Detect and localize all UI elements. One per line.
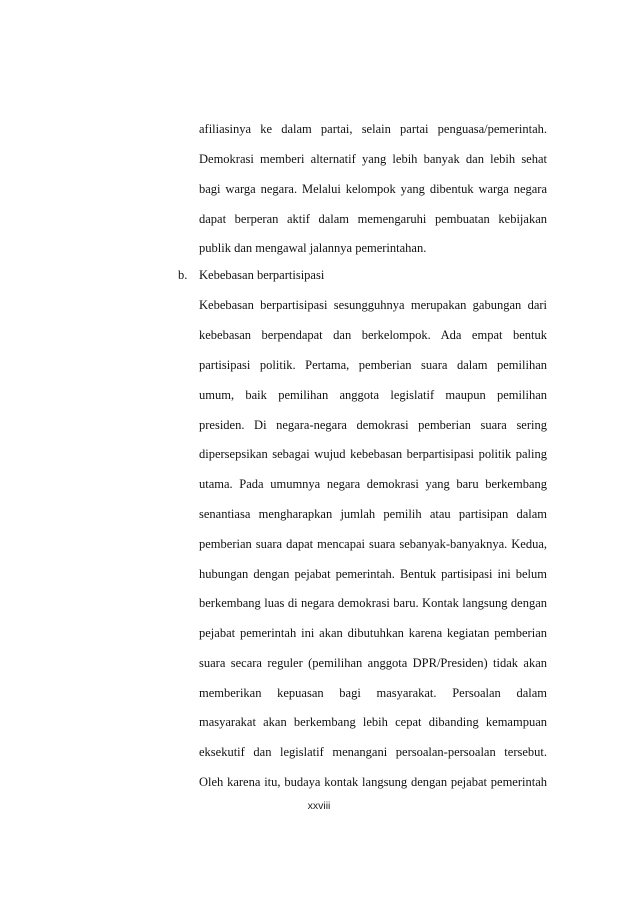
- paragraph-line: umum, baik pemilihan anggota legislatif maupun pemilihan: [199, 388, 547, 402]
- paragraph-line: Demokrasi memberi alternatif yang lebih banyak dan lebih sehat: [199, 152, 547, 166]
- paragraph-line: suara secara reguler (pemilihan anggota DPR/Presiden) tidak akan: [199, 656, 547, 670]
- paragraph-line: dipersepsikan sebagai wujud kebebasan berpartisipasi politik paling: [199, 447, 547, 461]
- list-marker: b.: [178, 268, 188, 282]
- paragraph-line: pejabat pemerintah ini akan dibutuhkan karena kegiatan pemberian: [199, 626, 547, 640]
- paragraph-line: partisipasi politik. Pertama, pemberian suara dalam pemilihan: [199, 358, 547, 372]
- paragraph-line: masyarakat akan berkembang lebih cepat dibanding kemampuan: [199, 715, 547, 729]
- page-number: xxviii: [307, 800, 331, 812]
- paragraph-line: Oleh karena itu, budaya kontak langsung dengan pejabat pemerintah: [199, 775, 547, 789]
- section-heading: Kebebasan berpartisipasi: [199, 268, 325, 282]
- paragraph-line: hubungan dengan pejabat pemerintah. Bentuk partisipasi ini belum: [199, 567, 547, 581]
- paragraph-line: memberikan kepuasan bagi masyarakat. Persoalan dalam: [199, 686, 547, 700]
- paragraph-line: presiden. Di negara-negara demokrasi pemberian suara sering: [199, 418, 547, 432]
- paragraph-line: Kebebasan berpartisipasi sesungguhnya merupakan gabungan dari: [199, 298, 547, 312]
- paragraph-line: bagi warga negara. Melalui kelompok yang dibentuk warga negara: [199, 182, 547, 196]
- paragraph-line: dapat berperan aktif dalam memengaruhi pembuatan kebijakan: [199, 212, 547, 226]
- paragraph-line: pemberian suara dapat mencapai suara sebanyak-banyaknya. Kedua,: [199, 537, 547, 551]
- paragraph-line: afiliasinya ke dalam partai, selain partai penguasa/pemerintah.: [199, 122, 547, 136]
- paragraph-line: berkembang luas di negara demokrasi baru. Kontak langsung dengan: [199, 596, 547, 610]
- paragraph-line: publik dan mengawal jalannya pemerintahan.: [199, 241, 427, 255]
- paragraph-line: utama. Pada umumnya negara demokrasi yang baru berkembang: [199, 477, 547, 491]
- paragraph-line: eksekutif dan legislatif menangani persoalan-persoalan tersebut.: [199, 745, 547, 759]
- paragraph-line: kebebasan berpendapat dan berkelompok. Ada empat bentuk: [199, 328, 547, 342]
- paragraph-line: senantiasa mengharapkan jumlah pemilih atau partisipan dalam: [199, 507, 547, 521]
